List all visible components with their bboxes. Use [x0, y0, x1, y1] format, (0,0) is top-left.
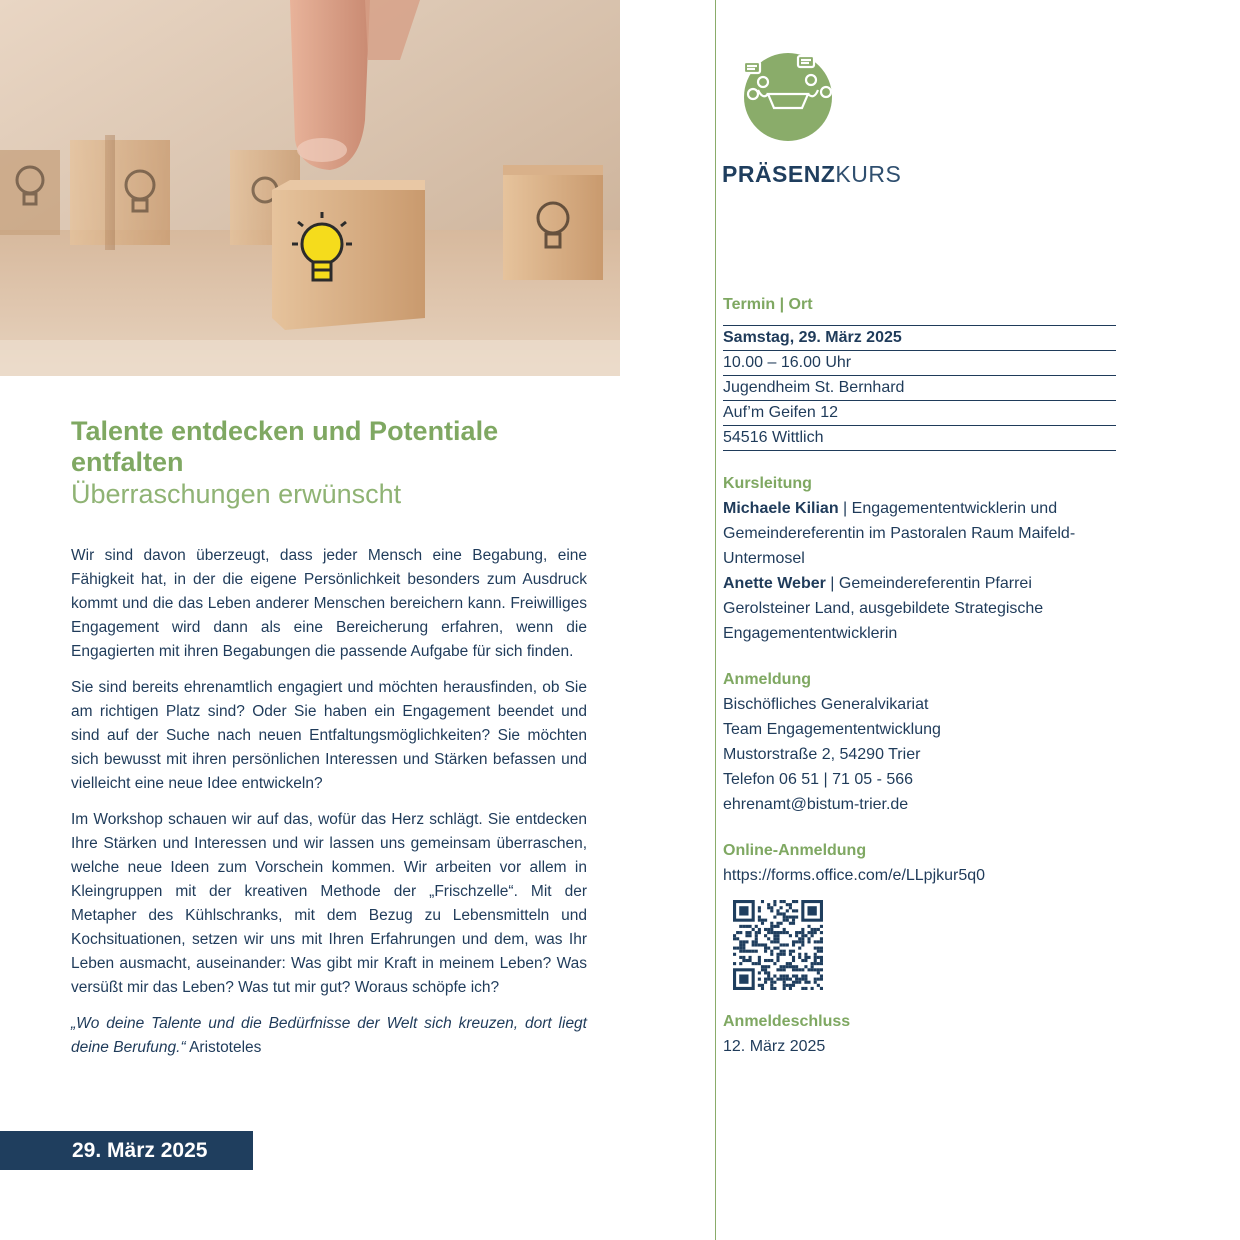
- hero-photo: [0, 0, 620, 376]
- termin-venue: Jugendheim St. Bernhard: [723, 376, 1116, 401]
- termin-list: [723, 325, 1116, 451]
- course-type-light: KURS: [835, 161, 902, 187]
- anmeldung-line-3: Mustorstraße 2, 54290 Trier: [723, 746, 921, 763]
- person1-name: Michaele Kilian: [723, 500, 839, 517]
- termin-title: Termin | Ort: [723, 296, 813, 313]
- body-text: [71, 544, 587, 1072]
- termin-date: Samstag, 29. März 2025: [723, 326, 1116, 351]
- anmeldung-line-2: Team Engagemententwicklung: [723, 721, 941, 738]
- termin-street: Auf’m Geifen 12: [723, 401, 1116, 426]
- anmeldung-line-1: Bischöfliches Generalvikariat: [723, 696, 929, 713]
- online-title: Online-Anmeldung: [723, 842, 867, 859]
- page-subtitle: Überraschungen erwünscht: [71, 479, 402, 509]
- kursleitung-text: [723, 496, 1103, 646]
- anmeldeschluss-title: Anmeldeschluss: [723, 1013, 851, 1030]
- qr-code-icon[interactable]: [733, 900, 823, 990]
- person2-role: | Gemeindereferentin Pfarrei Gerolsteiner Land, ausgebildete Strategische Engagemententwicklerin: [723, 575, 1044, 642]
- course-type-label: [722, 160, 901, 188]
- date-bar: 29. März 2025: [0, 1131, 253, 1170]
- termin-city: 54516 Wittlich: [723, 426, 1116, 451]
- anmeldeschluss-date: 12. März 2025: [723, 1038, 826, 1055]
- quote: [71, 1012, 587, 1060]
- paragraph-3: Im Workshop schauen wir auf das, wofür das Herz schlägt. Sie entdecken Ihre Stärken und Interessen und wir lassen uns gemeinsam überraschen, welche neue Ideen zum Vorschein kommen. Wir arbeiten vor allem in Kleingruppen mit der kreativen Methode der „Frischzelle“. Mit der Metapher des Kühlschranks, mit dem Bezug zu Lebensmitteln und Kochsituationen, setzen wir uns mit Ihren Erfahrungen und dem, was Ihr Leben ausmacht, auseinander: Was gibt mir Kraft in meinem Leben? Was versüßt mir das Leben? Was tut mir gut? Woraus schöpfe ich?: [71, 811, 587, 996]
- kursleitung-title: Kursleitung: [723, 475, 812, 492]
- paragraph-2: Sie sind bereits ehrenamtlich engagiert und möchten herausfinden, ob Sie am richtigen Platz sind? Oder Sie haben ein Engagement beendet und sind auf der Suche nach neuen Entfaltungsmöglichkeiten? Sie möchten sich bewusst mit ihren persönlichen Interessen und Stärken befassen und vielleicht eine neue Idee entwickeln?: [71, 679, 587, 792]
- course-type-bold: PRÄSENZ: [722, 161, 836, 187]
- anmeldung-phone: Telefon 06 51 | 71 05 - 566: [723, 771, 914, 788]
- online-url[interactable]: https://forms.office.com/e/LLpjkur5q0: [723, 867, 986, 884]
- person1-role: | Engagemententwicklerin und Gemeindereferentin im Pastoralen Raum Maifeld-Untermosel: [723, 500, 1076, 567]
- anmeldung-title: Anmeldung: [723, 671, 811, 688]
- anmeldung-email[interactable]: ehrenamt@bistum-trier.de: [723, 796, 909, 813]
- person2-name: Anette Weber: [723, 575, 826, 592]
- page-title: Talente entdecken und Potentiale entfalten: [71, 416, 499, 477]
- quote-author: Aristoteles: [189, 1039, 262, 1056]
- termin-time: 10.00 – 16.00 Uhr: [723, 351, 1116, 376]
- quote-text: „Wo deine Talente und die Bedürfnisse der Welt sich kreuzen, dort liegt deine Berufung.“: [71, 1015, 587, 1056]
- column-divider: [715, 0, 716, 1240]
- anmeldung-text: [723, 692, 1103, 817]
- group-discussion-icon: [738, 50, 838, 145]
- paragraph-1: Wir sind davon überzeugt, dass jeder Mensch eine Begabung, eine Fähigkeit hat, in der die eigene Persönlichkeit besonders zum Ausdruck kommt und die das Leben anderer Menschen bereichern kann. Freiwilliges Engagement wird dann als eine Bereicherung erfahren, wenn die Engagierten mit ihren Begabungen die passende Aufgabe für sich finden.: [71, 547, 587, 660]
